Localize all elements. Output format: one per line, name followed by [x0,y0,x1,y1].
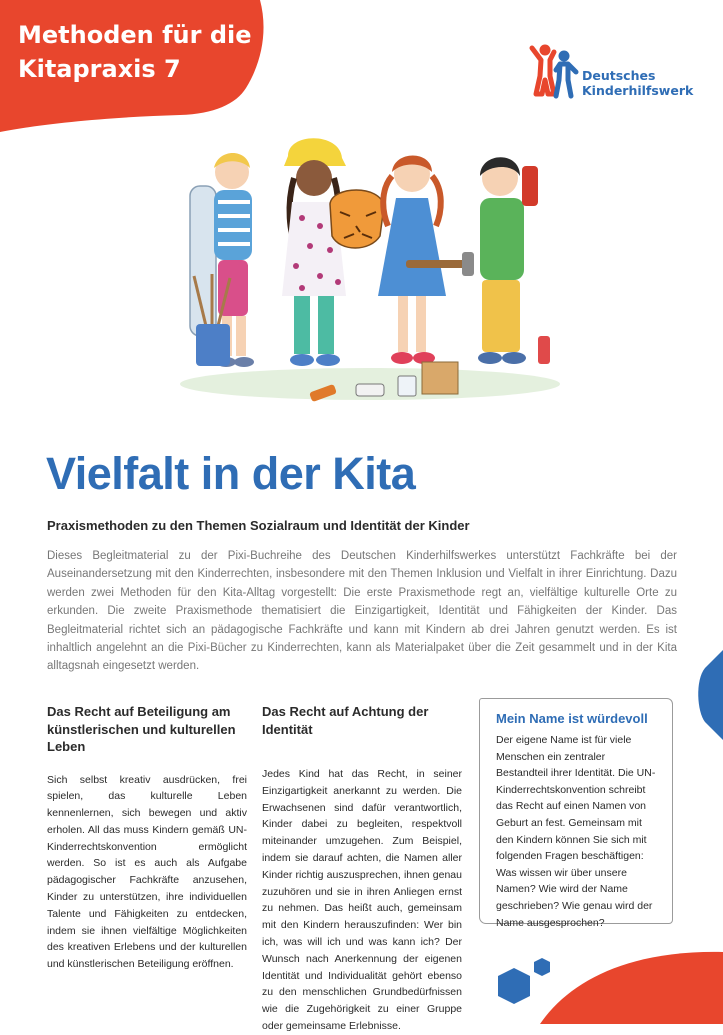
section-identity [262,703,462,1035]
child-green-sweater-figure [478,157,538,364]
section-participation [47,703,247,973]
logo-text [582,68,693,98]
info-box-heading: Mein Name ist würdevoll [496,711,648,726]
section-identity-heading: Das Recht auf Achtung der Identität [262,704,429,737]
page-subtitle: Praxismethoden zu den Themen Sozialraum und Identität der Kinder [47,518,470,533]
info-box [479,698,673,929]
section-participation-body: Sich selbst kreativ ausdrücken, frei spielen, das kulturelle Leben kennenlernen, sich bewegen und aktiv erholen. All das muss Kindern gemäß UN-Kinderrechtskonvention ermöglicht werden. So ist es auch als Aufgabe pädagogischer Fachkräfte anzusehen, Kinder zu unterstützen, ihre individuellen Talente und Fähigkeiten zu entdecken, indem sie ihnen vielfältige Möglichkeiten des kreativen Erlebens und der kulturellen und künstlerischen Beteiligung eröffnen. [47,773,247,971]
logo-line1: Deutsches [582,68,656,83]
right-edge-blue-shape [695,650,723,740]
child-yellow-hat-figure [282,138,384,366]
child-braids-figure [378,156,474,365]
series-title [18,18,252,86]
logo-line2: Kinderhilfswerk [582,83,694,98]
series-title-line1: Methoden für die [18,21,252,49]
children-illustration [170,126,570,426]
info-box-body: Der eigene Name ist für viele Menschen ein zentraler Bestandteil ihrer Identität. Die UN-Kinderrechtskonvention schreibt das Recht auf einen Namen von Geburt an fest. Gemeinsam mit den Kindern können Sie sich mit folgenden Fragen beschäftigen: Was wissen wir über unsere Namen? Wie wird der Name geschrieben? Wie genau wird der Name ausgesprochen? [496,734,656,929]
section-participation-heading: Das Recht auf Beteiligung am künstlerischen und kulturellen Leben [47,704,236,754]
bottom-right-decoration [480,940,723,1024]
series-title-line2: Kitapraxis 7 [18,55,181,83]
logo-figures-icon [526,42,582,102]
section-identity-body: Jedes Kind hat das Recht, in seiner Einzigartigkeit anerkannt zu werden. Die Erwachsenen sind dafür verantwortlich, Kinder dabei zu begleiten, respektvoll miteinander umzugehen. Zum Beispiel, indem sie darauf achten, die Namen aller Kinder richtig auszusprechen, ihnen genau zuzuhören und sie in ihren Anliegen ernst zu nehmen. Das heißt auch, gemeinsam mit den Kindern herauszufinden: Wer bin ich, was will ich und was kann ich? Der Wunsch nach Anerkennung der eigenen Identität und Individualität gehört ebenso zu den menschlichen Grundbedürfnissen wie die Zugehörigkeit zu einer Gruppe oder gemeinsame Erlebnisse. [262,768,462,1032]
logo [526,42,694,102]
intro-paragraph: Dieses Begleitmaterial zu der Pixi-Buchreihe des Deutschen Kinderhilfswerkes unterstützt Fachkräfte bei der Auseinandersetzung mit den Kinderrechten, insbesondere mit den Themen Inklusion und Vielfalt in ihrer Einrichtung. Dazu werden zwei Methoden für den Kita-Alltag vorgestellt: Die erste Praxismethode regt an, vielfältige kulturelle Orte zu erkunden. Die zweite Praxismethode thematisiert die Einzigartigkeit, Identität und Fähigkeiten der Kinder. Das Begleitmaterial richtet sich an pädagogische Fachkräfte und kann mit Kindern ab drei Jahren genutzt werden. Es ist inhaltlich angelehnt an die Pixi-Bücher zu Kinderrechten, kann als Materialpaket über die Zeit gesammelt und in der Kita alltagsnah eingesetzt werden. [47,550,677,673]
page-title: Vielfalt in der Kita [46,448,416,499]
